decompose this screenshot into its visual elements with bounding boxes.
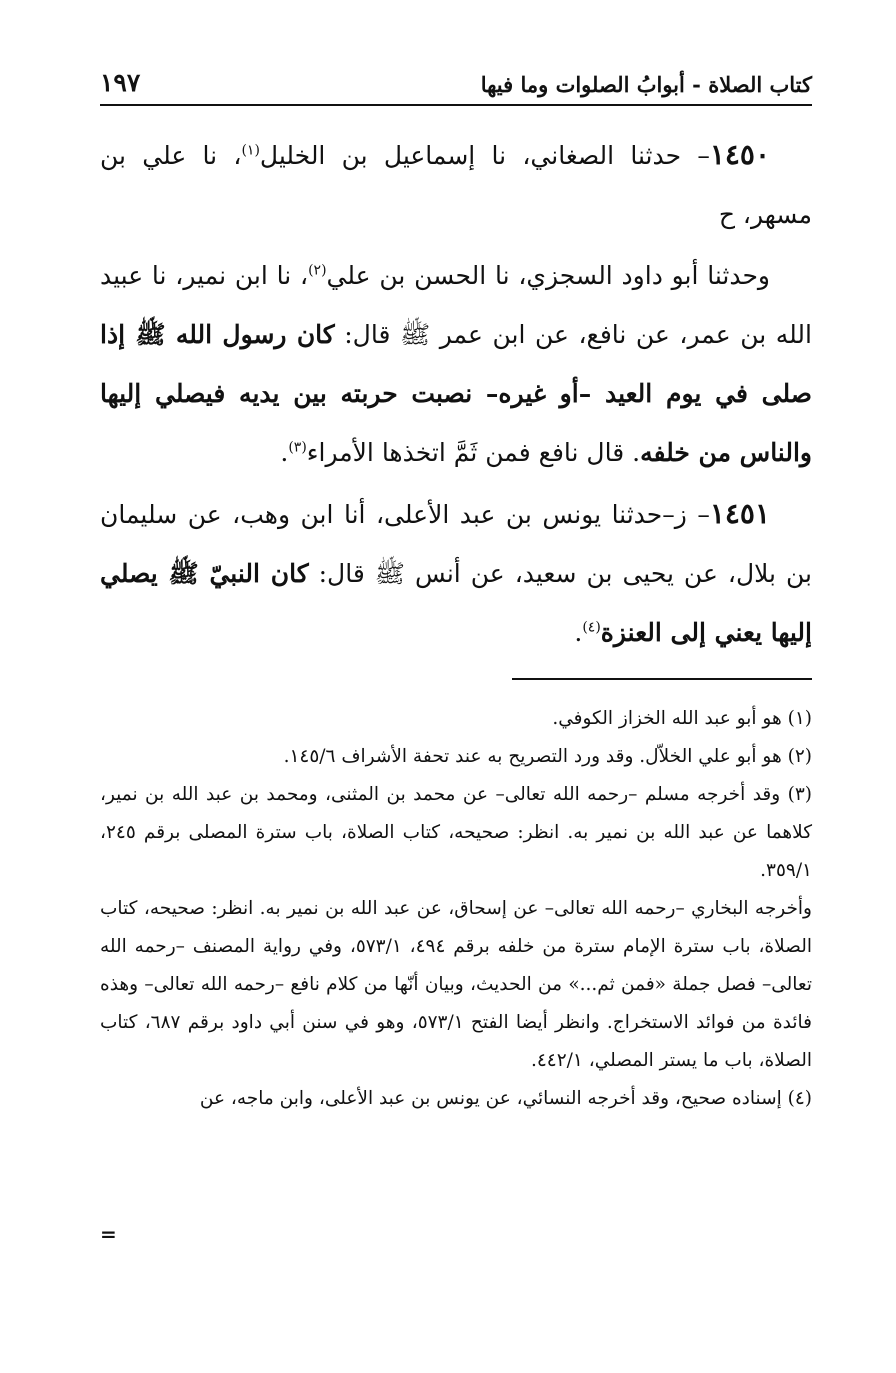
hadith-text: ، نا علي بن مسهر، ح [100,141,812,229]
footnote-1: (١) هو أبو عبد الله الخزاز الكوفي. [552,708,812,729]
footnote-ref: (٤) [582,619,601,636]
hadith-text: وحدثنا أبو داود السجزي، نا الحسن بن علي [326,261,770,290]
footnote-3: (٣) وقد أخرجه مسلم –رحمه الله تعالى– عن محمد بن المثنى، ومحمد بن عبد الله بن نمير، كلاهما عن عبد الله بن نمير به. انظر: صحيحه، كتاب الصلاة، باب سترة المصلى برقم ٢٤٥، ٣٥٩/١. [100,784,812,881]
hadith-text: ، نا ابن نمير، نا عبيد الله بن عمر، عن نافع، عن ابن عمر ﷺ قال: [100,261,812,349]
hadith-text: . [280,438,289,467]
main-text [100,125,812,664]
hadith-1450-chain-2 [100,246,812,482]
footnote-separator [512,678,812,680]
hadith-text: . [574,618,583,647]
footnote-ref: (١) [241,142,260,159]
running-title: كتاب الصلاة - أبوابُ الصلوات وما فيها [480,72,812,97]
hadith-text: . قال نافع فمن ثَمَّ اتخذها الأمراء [306,438,641,467]
hadith-text: – ز–حدثنا يونس بن عبد الأعلى، أنا ابن وهب، عن سليمان بن بلال، عن يحيى بن سعيد، عن أنس ﷺ قال: [100,500,812,588]
hadith-matn: كان رسول الله ﷺ إذا صلى في يوم العيد –أو غيره– نصبت حربته بين يديه فيصلي إليها والناس من خلفه [100,320,812,467]
footnote-2: (٢) هو أبو علي الخلاّل. وقد ورد التصريح به عند تحفة الأشراف ١٤٥/٦. [283,746,812,767]
footnote-4: (٤) إسناده صحيح، وقد أخرجه النسائي، عن يونس بن عبد الأعلى، وابن ماجه، عن [199,1088,812,1109]
footnote-ref: (٣) [288,439,307,456]
hadith-1451 [100,484,812,662]
hadith-text: – حدثنا الصغاني، نا إسماعيل بن الخليل [259,141,710,170]
page-header [100,66,812,106]
footnotes [100,700,812,1118]
hadith-number: ١٤٥٠ [709,138,770,171]
page-number: ١٩٧ [100,68,141,97]
hadith-number: ١٤٥١ [709,497,770,530]
footnote-3-continued: وأخرجه البخاري –رحمه الله تعالى– عن إسحاق، عن عبد الله بن نمير به. انظر: صحيحه، كتاب الصلاة، باب سترة الإمام سترة من خلفه برقم ٤٩٤، ٥٧٣/١، وفي رواية المصنف –رحمه الله تعالى– فصل جملة «فمن ثم...» من الحديث، وبيان أنّها من كلام نافع –رحمه الله تعالى– وهذه فائدة من فوائد الاستخراج. وانظر أيضا الفتح ٥٧٣/١، وهو في سنن أبي داود برقم ٦٨٧، كتاب الصلاة، باب ما يستر المصلي، ٤٤٢/١. [100,898,812,1071]
hadith-1450 [100,125,812,244]
header-rule [100,104,812,106]
hadith-matn: كان النبيّ ﷺ يصلي إليها يعني إلى العنزة [100,559,812,647]
footnote-ref: (٢) [308,262,327,279]
continuation-mark: = [100,1222,117,1246]
